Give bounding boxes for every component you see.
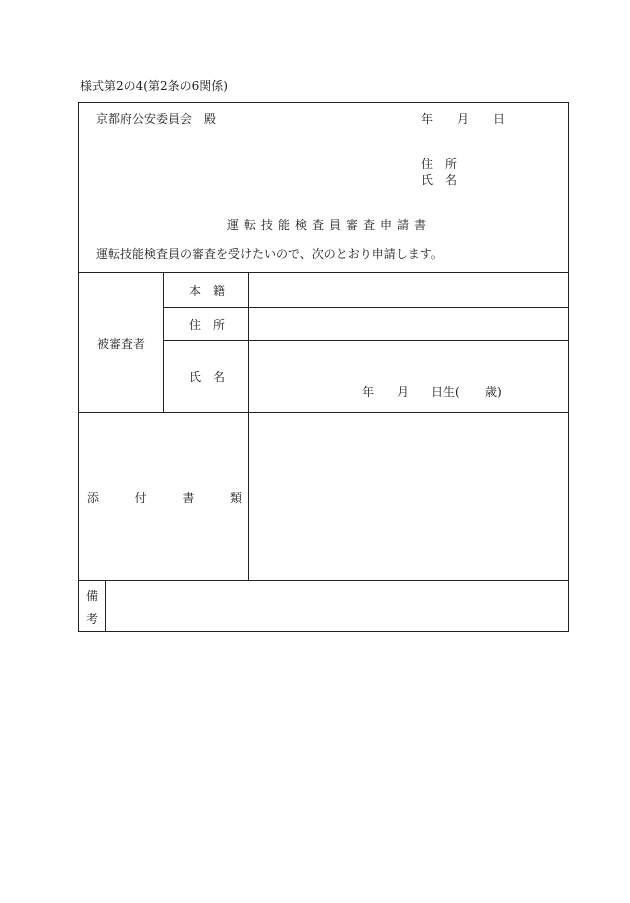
birth-month: 月 bbox=[397, 385, 410, 399]
age-suffix: 歳) bbox=[485, 385, 502, 399]
frame-bottom bbox=[78, 631, 569, 632]
examinee-section-label: 被審査者 bbox=[97, 337, 146, 351]
divider-address-bottom bbox=[163, 340, 569, 341]
application-statement: 運転技能検査員の審査を受けたいので、次のとおり申請します。 bbox=[96, 247, 443, 261]
frame-right bbox=[568, 102, 569, 632]
divider-examinee-label bbox=[163, 272, 164, 413]
date-year: 年 bbox=[421, 112, 434, 126]
addressee: 京都府公安委員会 bbox=[96, 112, 193, 126]
date-month: 月 bbox=[457, 112, 470, 126]
divider-header-bottom bbox=[78, 272, 569, 273]
frame-left bbox=[78, 102, 79, 632]
birth-year: 年 bbox=[362, 385, 375, 399]
examinee-address-label: 住 所 bbox=[189, 318, 226, 332]
attachments-char: 類 bbox=[229, 491, 242, 505]
divider-field-label bbox=[248, 272, 249, 581]
attachments-char: 書 bbox=[182, 491, 195, 505]
applicant-name-label: 氏 名 bbox=[421, 173, 458, 187]
attachments-char: 添 bbox=[87, 491, 100, 505]
birth-day: 日生( bbox=[431, 385, 460, 399]
frame-top bbox=[78, 102, 569, 103]
form-label: 様式第2の4(第2条の6関係) bbox=[80, 79, 228, 93]
divider-honseki-bottom bbox=[163, 307, 569, 308]
attachments-label bbox=[87, 491, 242, 505]
remarks-label-2: 考 bbox=[86, 612, 99, 626]
divider-examinee-bottom bbox=[78, 412, 569, 413]
divider-attachments-bottom bbox=[78, 580, 569, 581]
attachments-char: 付 bbox=[134, 491, 147, 505]
date-day: 日 bbox=[493, 112, 506, 126]
divider-remarks-label bbox=[105, 580, 106, 632]
honseki-label: 本 籍 bbox=[189, 284, 226, 298]
remarks-label-1: 備 bbox=[86, 589, 99, 603]
applicant-address-label: 住 所 bbox=[421, 157, 458, 171]
examinee-name-label: 氏 名 bbox=[189, 370, 226, 384]
document-title: 運転技能検査員審査申請書 bbox=[227, 218, 432, 232]
addressee-suffix: 殿 bbox=[204, 112, 217, 126]
